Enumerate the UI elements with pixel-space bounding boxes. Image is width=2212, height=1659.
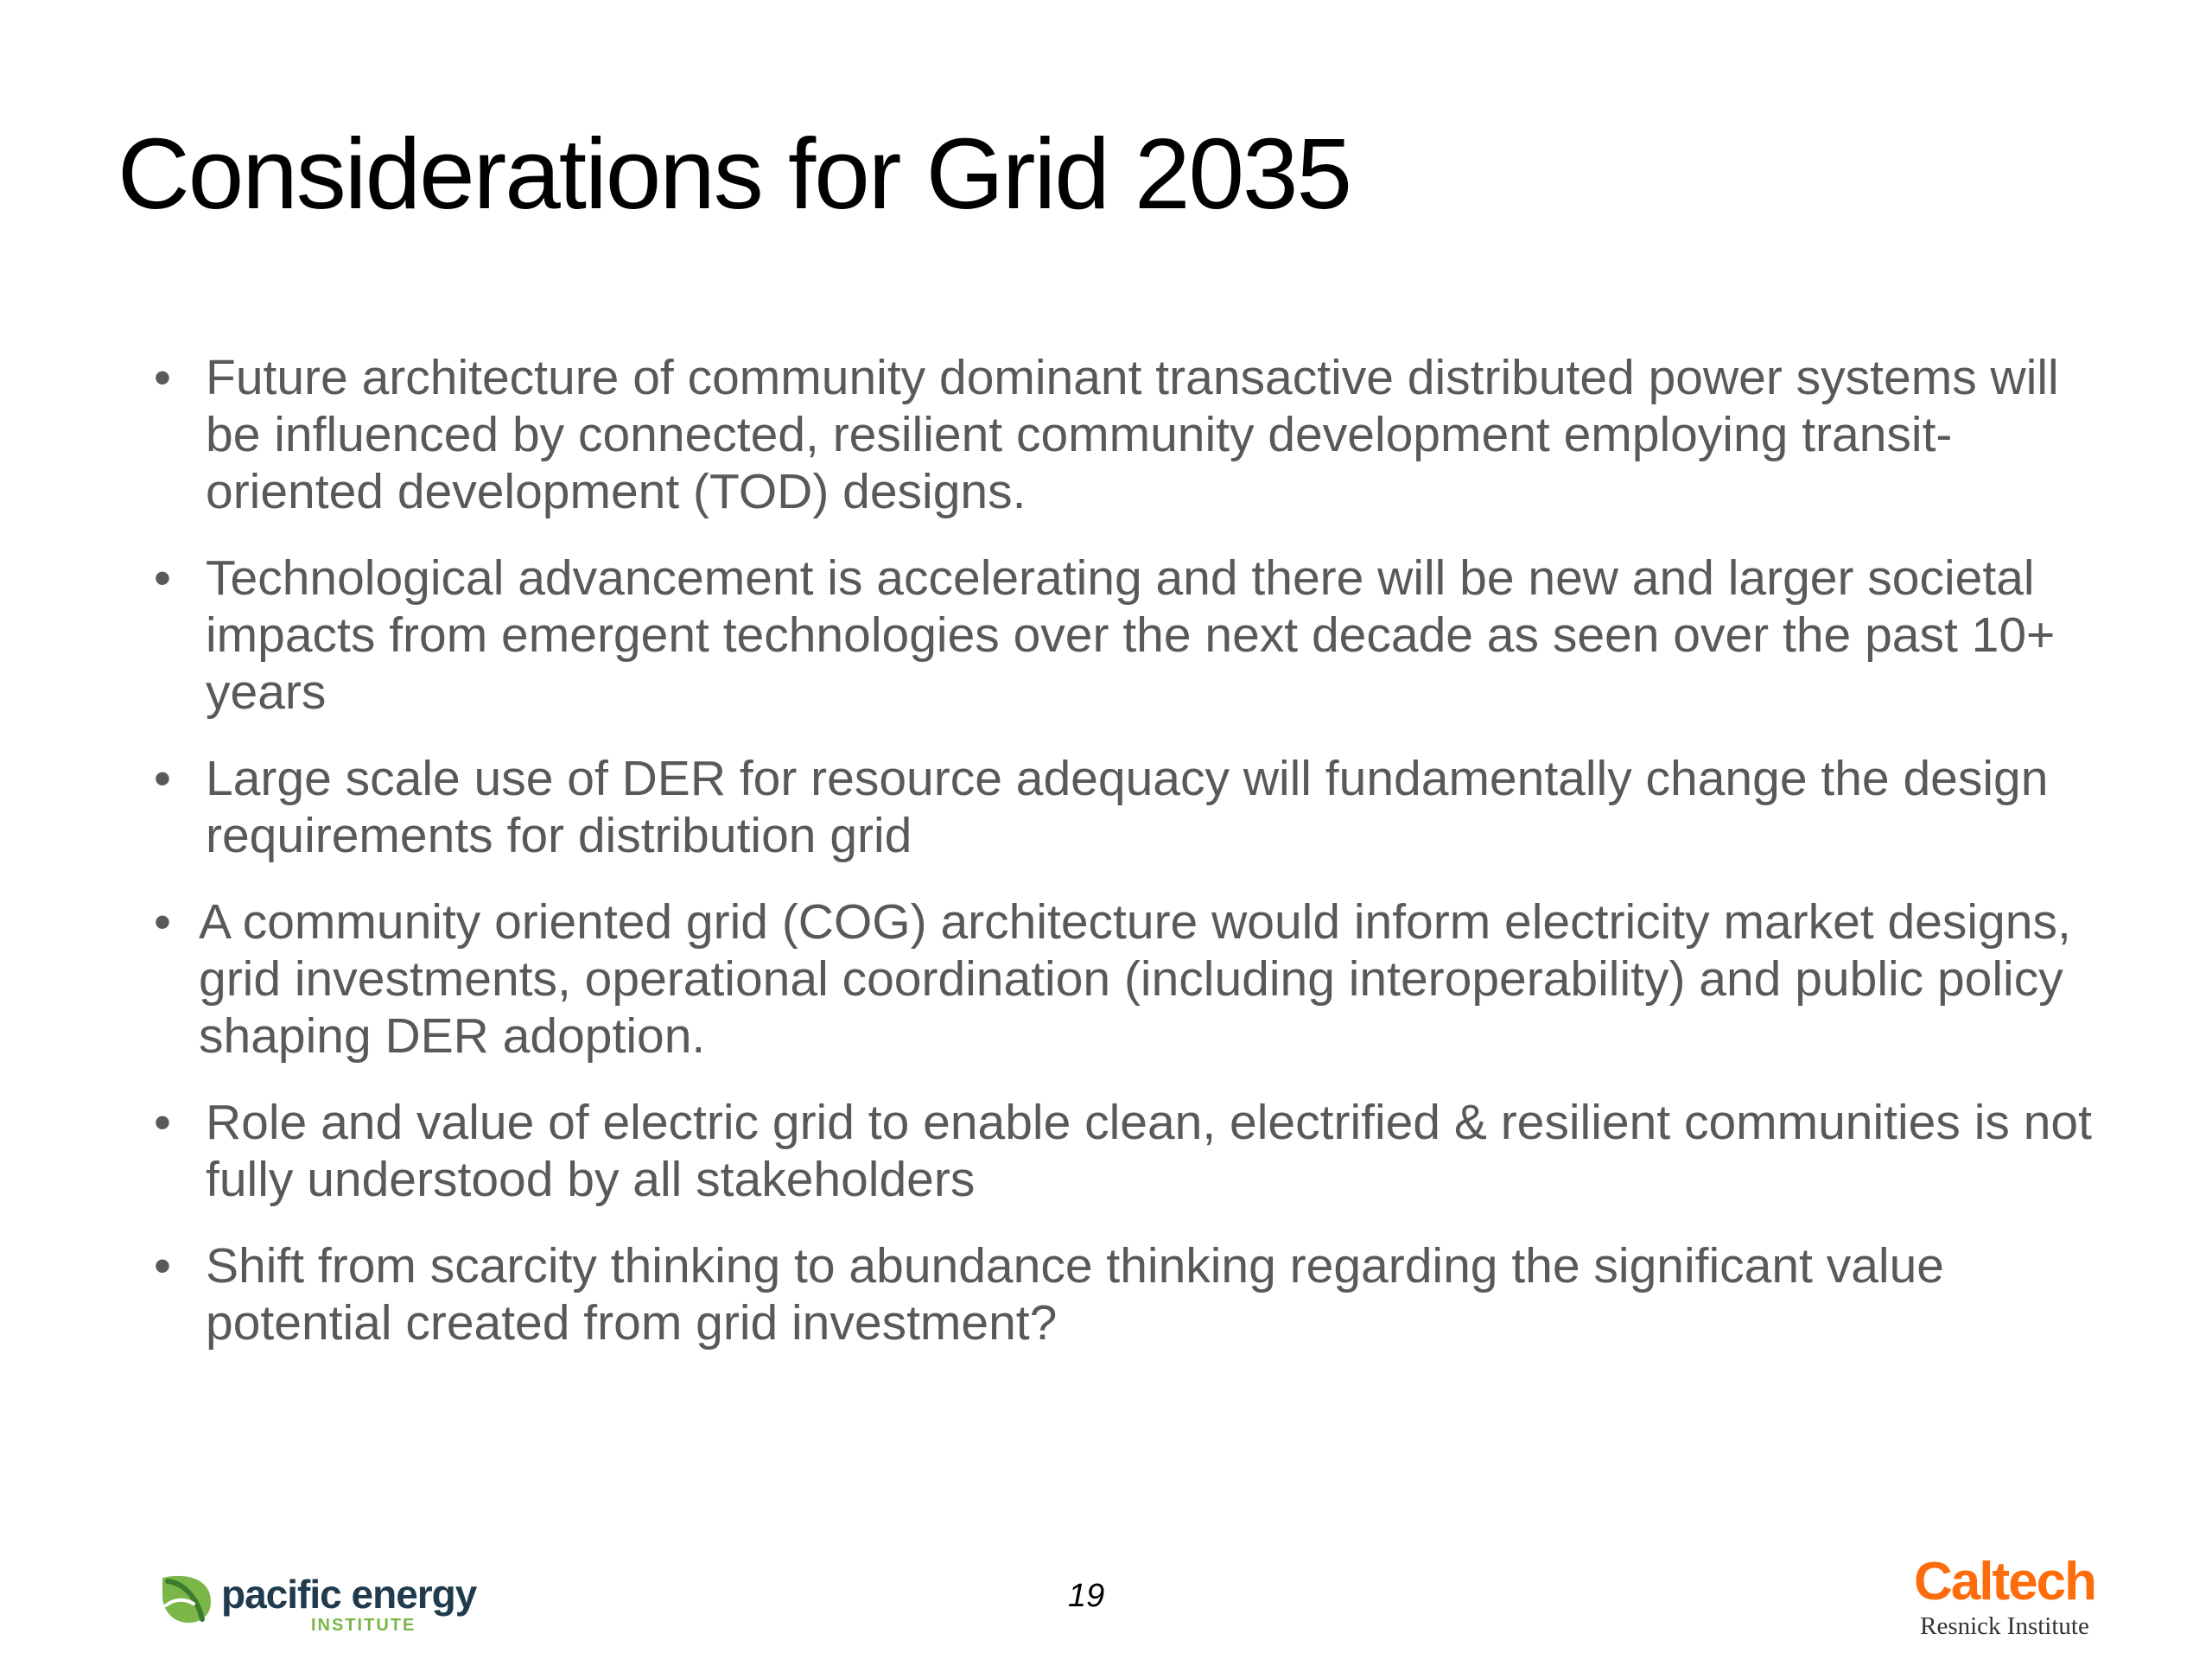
caltech-resnick-logo: [1892, 1552, 2117, 1650]
bullet-text: Technological advancement is accelerating and there will be new and larger societal impacts from emergent technologies over the next decade as seen over the past 10+ years: [206, 550, 2056, 720]
page-number: 19: [1068, 1578, 1105, 1614]
bullet-dot-icon: •: [154, 751, 171, 806]
bullet-dot-icon: •: [154, 1095, 171, 1150]
caltech-wordmark: Caltech: [1914, 1552, 2095, 1611]
pacific-energy-institute-logo: [159, 1573, 487, 1642]
bullet-text: Large scale use of DER for resource adequacy will fundamentally change the design requirements for distribution grid: [206, 751, 2049, 863]
bullet-text: Shift from scarcity thinking to abundance thinking regarding the significant value potential created from grid investment?: [206, 1238, 1944, 1351]
bullet-item: [143, 893, 2096, 1065]
bullet-item: [143, 349, 2096, 520]
bullet-item: [143, 1237, 2096, 1351]
resnick-institute-label: Resnick Institute: [1920, 1612, 2089, 1640]
bullet-item: [143, 550, 2096, 721]
bullet-text: Role and value of electric grid to enable clean, electrified & resilient communities is not fully understood by all stakeholders: [206, 1095, 2092, 1207]
bullet-text: Future architecture of community dominant transactive distributed power systems will be influenced by connected, resilient community development employing transit-oriented development (TOD) designs.: [206, 350, 2059, 519]
bullet-dot-icon: •: [154, 1238, 171, 1294]
bullet-dot-icon: •: [154, 894, 171, 950]
bullet-text: A community oriented grid (COG) architecture would inform electricity market designs, grid investments, operational coordination (including interoperability) and public policy shaping DER adoption.: [199, 894, 2071, 1064]
pacific-energy-subtitle: INSTITUTE: [311, 1616, 416, 1635]
bullet-list: [143, 349, 2096, 1381]
leaf-icon: [159, 1573, 214, 1626]
pacific-energy-name: pacific energy: [221, 1572, 477, 1617]
slide-title: Considerations for Grid 2035: [118, 118, 1351, 230]
bullet-item: [143, 750, 2096, 864]
bullet-dot-icon: •: [154, 550, 171, 606]
bullet-item: [143, 1094, 2096, 1208]
bullet-dot-icon: •: [154, 350, 171, 405]
